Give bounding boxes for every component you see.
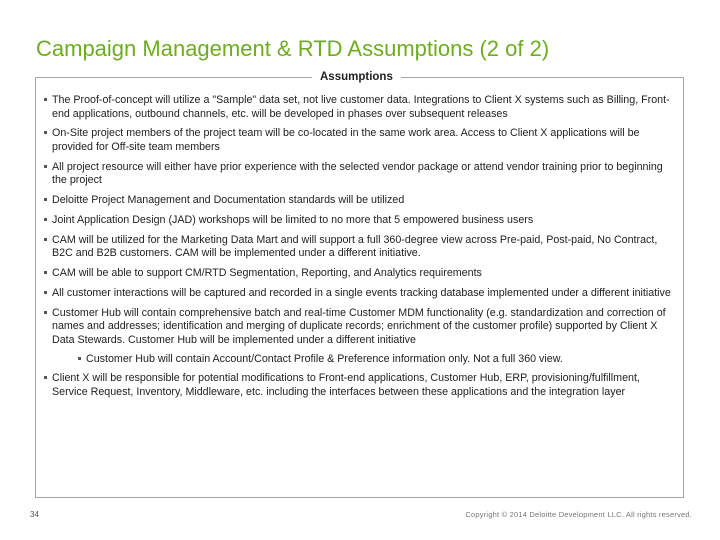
bullet-marker: [44, 291, 47, 294]
bullet-marker: [44, 98, 47, 101]
bullet-marker: [44, 165, 47, 168]
assumption-sub-text: Customer Hub will contain Account/Contact Profile & Preference information only. Not a full 360 view.: [86, 352, 563, 365]
assumption-item: [44, 234, 678, 261]
assumption-item: [44, 372, 678, 399]
assumption-item: [44, 161, 678, 188]
copyright-notice: Copyright © 2014 Deloitte Development LLC. All rights reserved.: [465, 510, 692, 519]
bullet-marker: [44, 311, 47, 314]
assumption-item: [44, 287, 678, 301]
assumption-item: [44, 127, 678, 154]
bullet-marker: [44, 271, 47, 274]
bullet-marker: [78, 357, 81, 360]
bullet-marker: [44, 238, 47, 241]
assumption-item: [44, 307, 678, 348]
page-number: 34: [30, 510, 39, 519]
assumption-text: Joint Application Design (JAD) workshops will be limited to no more that 5 empowered business users: [52, 213, 534, 226]
assumptions-box-label: Assumptions: [312, 70, 401, 84]
bullet-marker: [44, 131, 47, 134]
bullet-marker: [44, 376, 47, 379]
assumption-text: Customer Hub will contain comprehensive batch and real-time Customer MDM functionality (e.g. standardization and correction of names and addresses; identification and merging of duplicate records; enrichment of the customer profile) supported by Client X Data Stewards. Customer Hub will be implemented under a different initiative: [52, 306, 666, 346]
assumption-item: [44, 267, 678, 281]
assumption-text: CAM will be able to support CM/RTD Segmentation, Reporting, and Analytics requirements: [52, 267, 482, 280]
assumption-sub-item: [78, 353, 678, 367]
assumption-text: The Proof-of-concept will utilize a "Sample" data set, not live customer data. Integrations to Client X systems such as Billing, Front-end applications, outbound channels, etc. will be developed in phases over subsequent releases: [52, 94, 670, 120]
assumption-text: Client X will be responsible for potential modifications to Front-end applications, Customer Hub, ERP, provisioning/fulfillment, Service Request, Inventory, Middleware, etc. including the interfaces between these applications and the integration layer: [52, 372, 640, 398]
assumption-item: [44, 94, 678, 121]
assumption-item: [44, 194, 678, 208]
bullet-marker: [44, 218, 47, 221]
assumption-item: [44, 214, 678, 228]
assumptions-list: [44, 94, 678, 406]
assumption-text: CAM will be utilized for the Marketing Data Mart and will support a full 360-degree view across Pre-paid, Post-paid, No Contract, B2C and B2B customers. CAM will be implemented under a different initiative.: [52, 233, 658, 260]
assumption-text: All customer interactions will be captured and recorded in a single events tracking database implemented under a different initiative: [52, 286, 671, 299]
bullet-marker: [44, 198, 47, 201]
slide-title: Campaign Management & RTD Assumptions (2 of 2): [36, 36, 550, 61]
assumption-text: All project resource will either have prior experience with the selected vendor package or attend vendor training prior to beginning the project: [52, 160, 663, 187]
assumption-text: On-Site project members of the project team will be co-located in the same work area. Access to Client X applications will be provided for Off-site team members: [52, 127, 640, 153]
assumption-text: Deloitte Project Management and Documentation standards will be utilized: [52, 194, 405, 207]
